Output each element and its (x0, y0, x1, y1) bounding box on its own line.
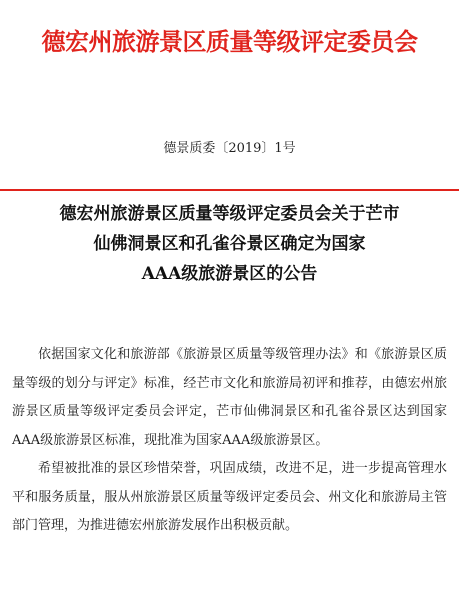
red-divider-line (0, 189, 459, 191)
announcement-body (12, 341, 447, 541)
issuing-authority-header: 德宏州旅游景区质量等级评定委员会 (41, 27, 418, 56)
title-line-3: AAA级旅游景区的公告 (141, 264, 318, 284)
announcement-title (0, 199, 459, 289)
title-line-2: 仙佛洞景区和孔雀谷景区确定为国家 (93, 234, 366, 254)
body-paragraph-2: 希望被批准的景区珍惜荣誉，巩固成绩，改进不足，进一步提高管理水平和服务质量，服从州旅游景区质量等级评定委员会、州文化和旅游局主管部门管理，为推进德宏州旅游发展作出积极贡献。 (12, 461, 447, 533)
title-line-1: 德宏州旅游景区质量等级评定委员会关于芒市 (59, 204, 400, 224)
document-number: 德景质委〔2019〕1号 (163, 141, 296, 156)
body-paragraph-1: 依据国家文化和旅游部《旅游景区质量等级管理办法》和《旅游景区质量等级的划分与评定》标准，经芒市文化和旅游局初评和推荐，由德宏州旅游景区质量等级评定委员会评定，芒市仙佛洞景区和孔雀谷景区达到国家AAA级旅游景区标准，现批准为国家AAA级旅游景区。 (12, 347, 447, 448)
